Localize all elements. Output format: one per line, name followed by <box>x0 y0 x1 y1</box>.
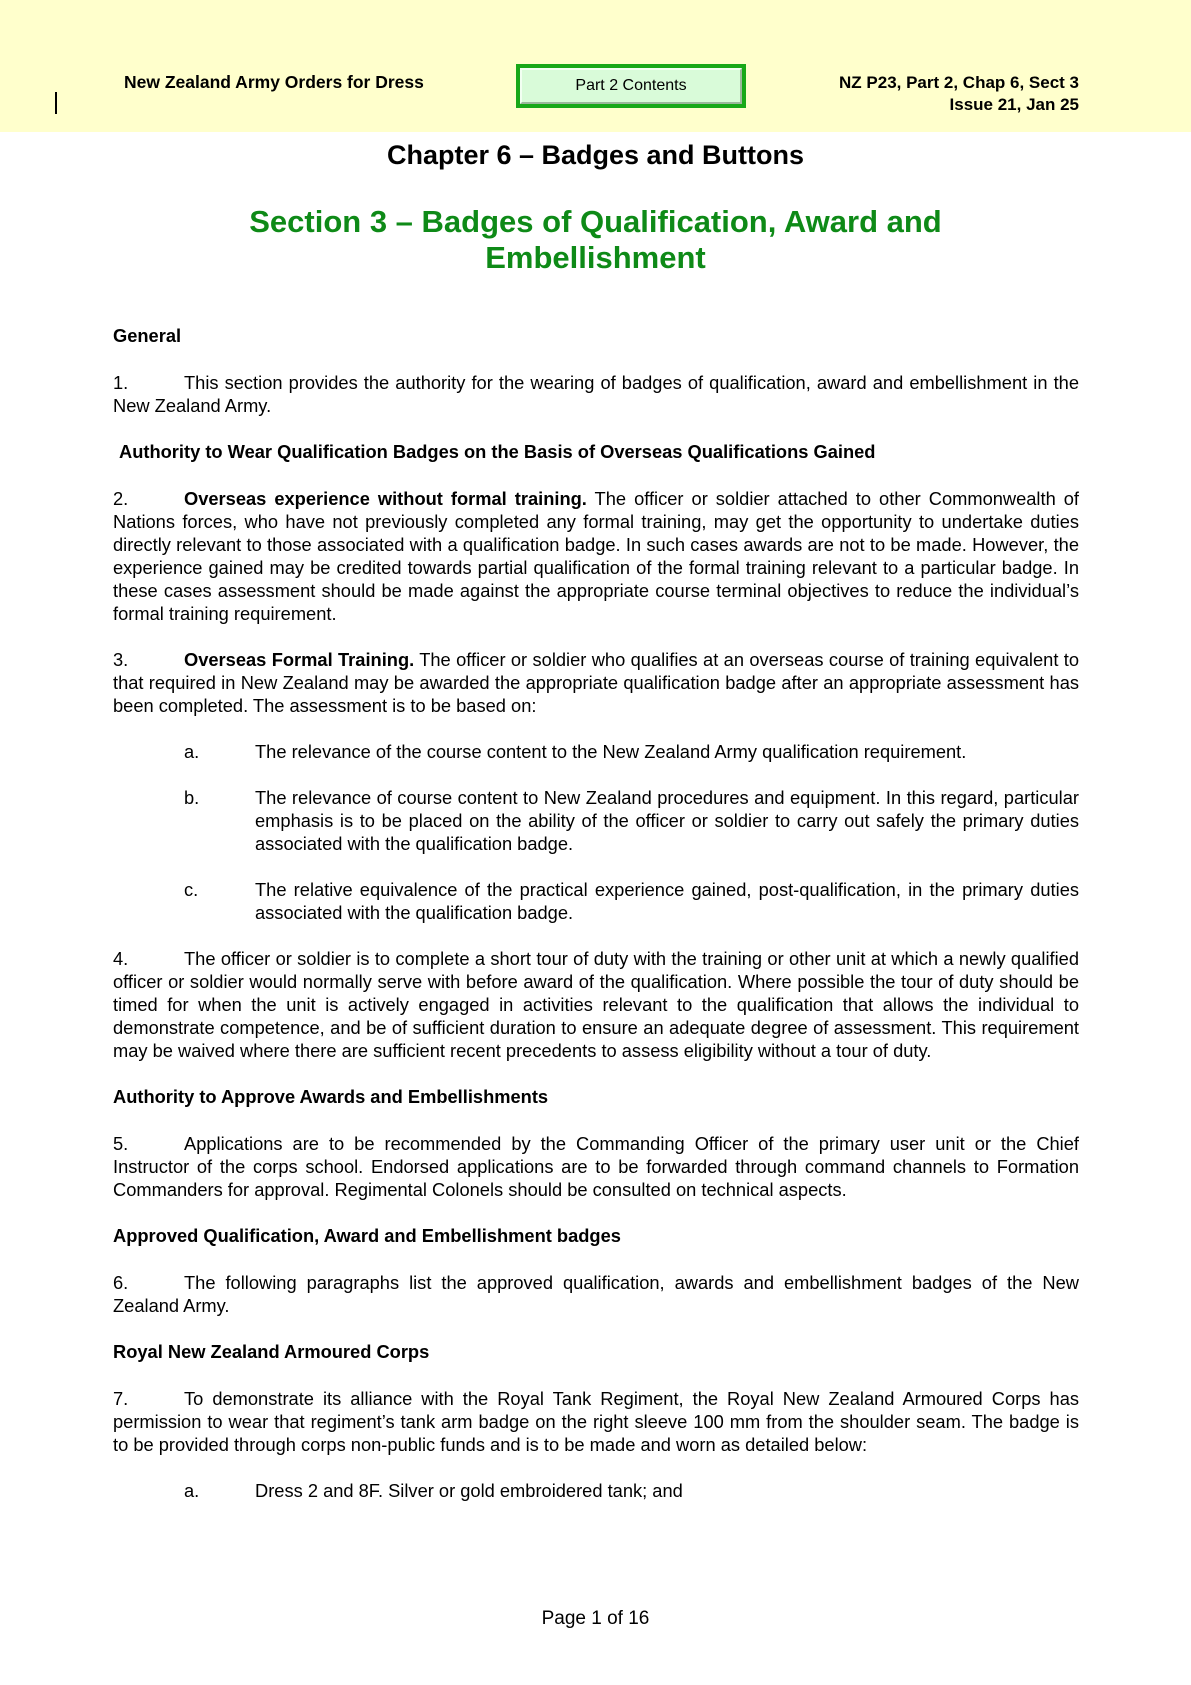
paragraph-text: This section provides the authority for the wearing of badges of qualification, award and embellishment in the New Zealand Army. <box>113 372 1079 416</box>
heading-rnzac: Royal New Zealand Armoured Corps <box>113 1341 430 1362</box>
heading-authority-wear: Authority to Wear Qualification Badges on the Basis of Overseas Qualifications Gained <box>119 441 876 462</box>
page-number: Page 1 of 16 <box>541 1608 650 1629</box>
paragraph-2 <box>113 487 1079 625</box>
paragraph-number: 4. <box>113 948 129 969</box>
paragraph-number: 5. <box>113 1133 129 1154</box>
subparagraph-7a <box>113 1479 1079 1502</box>
text-cursor <box>55 92 57 114</box>
paragraph-text: The officer or soldier is to complete a short tour of duty with the training or other unit at which a newly qualified officer or soldier would normally serve with before award of the qualification. Where possible the tour of duty should be timed for when the unit is actively engaged in activities relevant to the qualification that allows the individual to demonstrate competence, and be of sufficient duration to ensure an adequate degree of assessment. This requirement may be waived where there are sufficient recent precedents to assess eligibility without a tour of duty. <box>113 948 1079 1061</box>
subparagraph-letter: a. <box>184 1480 200 1501</box>
subparagraph-letter: a. <box>184 741 200 762</box>
subparagraph-letter: c. <box>184 879 199 900</box>
paragraph-5 <box>113 1132 1079 1201</box>
reference-line: NZ P23, Part 2, Chap 6, Sect 3 <box>839 73 1079 92</box>
heading-authority-approve: Authority to Approve Awards and Embellishments <box>113 1086 549 1107</box>
subparagraph-text: The relative equivalence of the practical experience gained, post-qualification, in the primary duties associated with the qualification badge. <box>255 879 1079 923</box>
document-title: New Zealand Army Orders for Dress <box>124 72 424 92</box>
paragraph-text: Applications are to be recommended by the Commanding Officer of the primary user unit or the Chief Instructor of the corps school. Endorsed applications are to be forwarded through command channels to Formation Commanders for approval. Regimental Colonels should be consulted on technical aspects. <box>113 1133 1079 1200</box>
paragraph-lead: Overseas experience without formal training. <box>184 488 587 509</box>
paragraph-text: The officer or soldier who qualifies at an overseas course of training equivalent to that required in New Zealand may be awarded the appropriate qualification badge after an appropriate assessment has been completed. The assessment is to be based on: <box>113 649 1079 716</box>
paragraph-number: 3. <box>113 649 129 670</box>
paragraph-lead: Overseas Formal Training. <box>184 649 415 670</box>
section-title: Section 3 – Badges of Qualification, Award and Embellishment <box>249 204 942 275</box>
paragraph-text: The following paragraphs list the approved qualification, awards and embellishment badges of the New Zealand Army. <box>113 1272 1079 1316</box>
subparagraph-letter: b. <box>184 787 200 808</box>
document-reference <box>839 72 1079 116</box>
heading-general: General <box>113 325 182 346</box>
subparagraph-text: The relevance of the course content to the New Zealand Army qualification requirement. <box>255 741 967 762</box>
subparagraph-text: Dress 2 and 8F. Silver or gold embroidered tank; and <box>255 1480 683 1501</box>
part-2-contents-button-label[interactable]: Part 2 Contents <box>520 68 742 104</box>
paragraph-number: 6. <box>113 1272 129 1293</box>
paragraph-number: 2. <box>113 488 129 509</box>
paragraph-text: The officer or soldier attached to other Commonwealth of Nations forces, who have not previously completed any formal training, may get the opportunity to undertake duties directly relevant to those associated with a qualification badge. In such cases awards are not to be made. However, the experience gained may be credited towards partial qualification of the formal training relevant to a particular badge. In these cases assessment should be made against the appropriate course terminal objectives to reduce the individual’s formal training requirement. <box>113 488 1080 624</box>
paragraph-number: 1. <box>113 372 129 393</box>
paragraph-4 <box>113 947 1079 1062</box>
subparagraph-3a <box>113 740 1079 763</box>
paragraph-text: To demonstrate its alliance with the Royal Tank Regiment, the Royal New Zealand Armoured Corps has permission to wear that regiment’s tank arm badge on the right sleeve 100 mm from the shoulder seam. The badge is to be provided through corps non-public funds and is to be made and worn as detailed below: <box>113 1388 1079 1455</box>
paragraph-3 <box>113 648 1079 717</box>
subparagraph-3b <box>113 786 1079 855</box>
subparagraph-text: The relevance of course content to New Zealand procedures and equipment. In this regard, particular emphasis is to be placed on the ability of the officer or soldier to carry out safely the primary duties associated with the qualification badge. <box>255 787 1079 854</box>
document-body <box>113 324 1079 1525</box>
paragraph-7 <box>113 1387 1079 1456</box>
paragraph-1 <box>113 371 1079 417</box>
paragraph-number: 7. <box>113 1388 129 1409</box>
issue-line: Issue 21, Jan 25 <box>949 95 1079 114</box>
part-2-contents-button[interactable] <box>516 64 746 108</box>
chapter-title: Chapter 6 – Badges and Buttons <box>386 140 805 170</box>
subparagraph-3c <box>113 878 1079 924</box>
heading-approved-badges: Approved Qualification, Award and Embellishment badges <box>113 1225 621 1246</box>
paragraph-6 <box>113 1271 1079 1317</box>
